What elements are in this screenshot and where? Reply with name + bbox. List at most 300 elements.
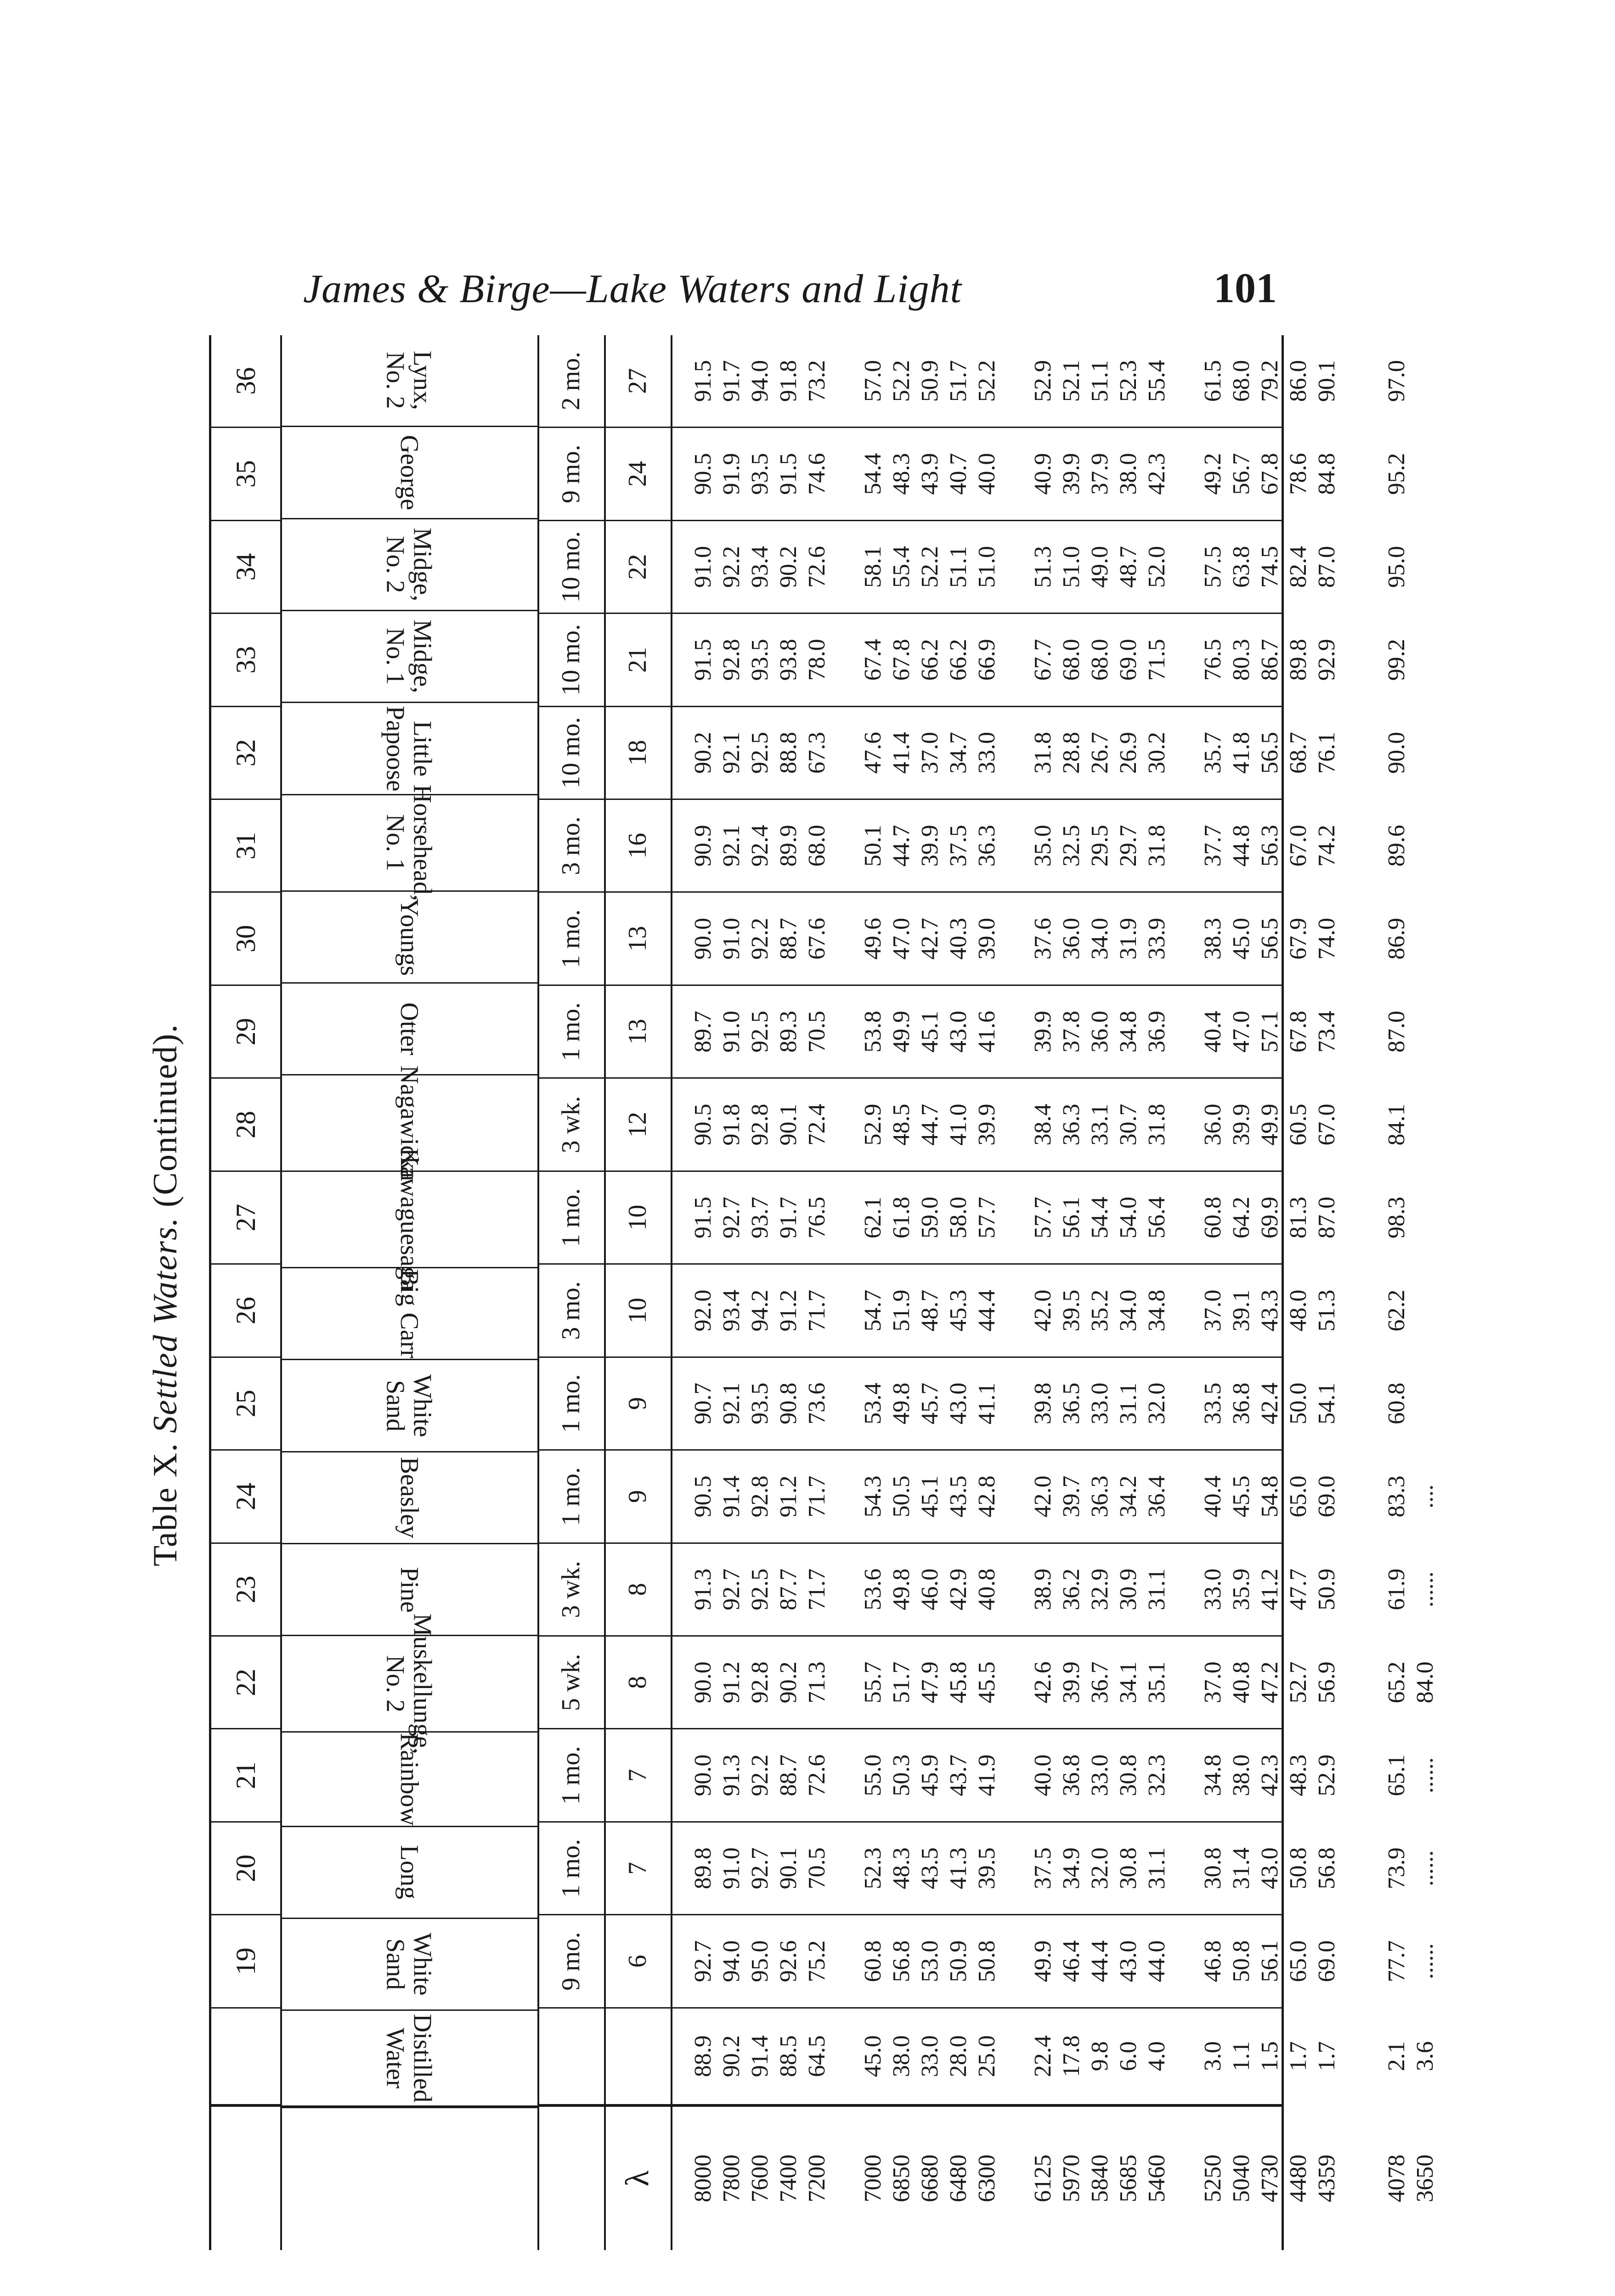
table-cell: 89.8 xyxy=(1285,639,1311,681)
table-cell: 37.0 xyxy=(917,732,943,774)
table-cell: 60.5 xyxy=(1285,1103,1311,1146)
value-group xyxy=(1199,1569,1341,1610)
table-cell: 40.0 xyxy=(974,453,1000,495)
table-cell: 76.5 xyxy=(804,1197,830,1239)
table-cell: 6850 xyxy=(888,2154,915,2202)
table-cell: 34.0 xyxy=(1087,917,1113,960)
value-group xyxy=(859,1661,1001,1703)
column-values xyxy=(671,1172,1410,1265)
table-cell: 64.5 xyxy=(804,2035,830,2077)
table-cell: 31.4 xyxy=(1228,1847,1254,1890)
value-group xyxy=(1383,918,1440,960)
table-cell: 71.7 xyxy=(804,1568,830,1610)
table-cell: 44.8 xyxy=(1228,825,1254,867)
table-cell: 66.2 xyxy=(945,639,971,681)
table-cell: 51.7 xyxy=(945,360,971,402)
table-cell: 93.5 xyxy=(747,453,773,495)
table-cell: 56.1 xyxy=(1257,1940,1283,1982)
column-number: 19 xyxy=(211,1915,280,2008)
table-cell: 89.7 xyxy=(690,1011,716,1053)
table-cell: 92.7 xyxy=(718,1568,745,1610)
table-cell: 89.6 xyxy=(1383,825,1410,867)
table-cell: 90.2 xyxy=(718,2035,745,2077)
table-cell: 26.7 xyxy=(1087,732,1113,774)
table-cell: 6300 xyxy=(974,2154,1000,2202)
header-row-names xyxy=(280,335,539,2250)
table-cell: 39.9 xyxy=(974,1103,1000,1146)
table-cell: 71.7 xyxy=(804,1289,830,1332)
column-number: 32 xyxy=(211,707,280,800)
table-cell: 39.9 xyxy=(1030,1011,1056,1053)
lake-name-text: White Sand xyxy=(381,1933,437,1996)
table-cell: 92.8 xyxy=(718,639,745,681)
table-cell: 52.2 xyxy=(917,546,943,588)
table-cell: 41.1 xyxy=(974,1382,1000,1424)
value-group xyxy=(1383,2155,1440,2202)
column-age: 1 mo. xyxy=(537,1172,604,1265)
table-cell: 45.5 xyxy=(974,1661,1000,1704)
table-cell: 91.8 xyxy=(775,360,802,402)
table-cell: 42.0 xyxy=(1030,1289,1056,1332)
table-cell: 94.2 xyxy=(747,1289,773,1332)
table-cell: 45.1 xyxy=(917,1011,943,1053)
value-group xyxy=(1383,1941,1440,1982)
table-cell: 90.2 xyxy=(775,1661,802,1704)
column-depth xyxy=(604,2009,671,2104)
lake-name-text: Lynx, No. 2 xyxy=(381,351,437,411)
lake-name-text: Midge, No. 2 xyxy=(381,528,437,602)
table-cell: 78.0 xyxy=(804,639,830,681)
table-cell: 93.5 xyxy=(747,639,773,681)
table-cell: 67.0 xyxy=(1314,1103,1340,1146)
table-cell: 43.0 xyxy=(945,1011,971,1053)
column-age: 10 mo. xyxy=(537,707,604,800)
table-cell: 91.3 xyxy=(690,1568,716,1610)
table-cell: 66.2 xyxy=(917,639,943,681)
value-group xyxy=(1199,1197,1341,1238)
table-cell: 44.4 xyxy=(1087,1940,1113,1982)
table-cell: 67.4 xyxy=(860,639,886,681)
table-cell: 68.0 xyxy=(1228,360,1254,402)
table-cell: 36.0 xyxy=(1087,1011,1113,1053)
column-number: 21 xyxy=(211,1729,280,1822)
table-cell: 56.9 xyxy=(1314,1661,1340,1704)
value-list xyxy=(671,1289,1410,1332)
table-cell: 51.1 xyxy=(945,546,971,588)
table-cell: 36.3 xyxy=(1087,1475,1113,1518)
value-list xyxy=(671,639,1410,681)
table-cell: 4359 xyxy=(1314,2154,1340,2202)
column-number: 24 xyxy=(211,1451,280,1543)
table-cell: 90.8 xyxy=(775,1382,802,1424)
table-cell: 88.7 xyxy=(775,917,802,960)
value-group xyxy=(1199,918,1341,960)
table-cell: 30.7 xyxy=(1115,1103,1141,1146)
table-cell: 44.7 xyxy=(888,825,915,867)
table-cell xyxy=(1411,1104,1440,1146)
table-cell: 91.2 xyxy=(775,1289,802,1332)
value-group xyxy=(1029,2035,1171,2077)
table-cell: 93.8 xyxy=(775,639,802,681)
value-group xyxy=(1383,546,1440,588)
table-cell: 35.7 xyxy=(1200,732,1226,774)
column-values xyxy=(671,1544,1438,1637)
table-cell: 32.9 xyxy=(1087,1568,1113,1610)
table-cell: 56.4 xyxy=(1144,1197,1170,1239)
table-cell: 30.8 xyxy=(1115,1847,1141,1890)
column-depth: 6 xyxy=(604,1915,671,2008)
table-cell: 89.8 xyxy=(690,1847,716,1890)
table-cell: 6680 xyxy=(917,2154,943,2202)
table-cell: 42.7 xyxy=(917,917,943,960)
table-cell: 67.8 xyxy=(1257,453,1283,495)
table-cell: 71.3 xyxy=(804,1661,830,1704)
table-cell: 72.6 xyxy=(804,546,830,588)
table-cell: 55.4 xyxy=(1144,360,1170,402)
value-group xyxy=(689,1011,831,1052)
table-cell: 37.8 xyxy=(1058,1011,1084,1053)
value-group xyxy=(859,360,1001,402)
table-cell: 1.5 xyxy=(1257,2041,1283,2071)
table-cell: 86.7 xyxy=(1257,639,1283,681)
table-cell: 41.3 xyxy=(945,1847,971,1890)
table-cell: 67.8 xyxy=(1285,1011,1311,1053)
table-cell: 52.3 xyxy=(860,1847,886,1890)
value-group xyxy=(1383,639,1440,681)
column-lake-name xyxy=(280,1360,537,1452)
value-group xyxy=(859,1847,1001,1889)
column-age: 2 mo. xyxy=(537,335,604,428)
column-age: 10 mo. xyxy=(537,614,604,707)
table-cell: 91.7 xyxy=(718,360,745,402)
table-cell: 33.0 xyxy=(1087,1382,1113,1424)
header-row-numbers xyxy=(211,335,282,2250)
header-row-age xyxy=(537,335,606,2250)
table-cell: 52.9 xyxy=(1030,360,1056,402)
table-cell: 90.0 xyxy=(690,1754,716,1796)
table-cell: 57.5 xyxy=(1200,546,1226,588)
table-cell: 33.5 xyxy=(1200,1382,1226,1424)
table-cell: 54.1 xyxy=(1314,1382,1340,1424)
column-lake-name xyxy=(280,1613,537,1755)
table-cell: 32.0 xyxy=(1144,1382,1170,1424)
lake-name-text: Distilled Water xyxy=(381,2014,437,2103)
table-cell: 90.7 xyxy=(690,1382,716,1424)
value-group xyxy=(1383,825,1440,867)
lake-name-text: Horsehead, No. 1 xyxy=(381,784,437,901)
table-cell: 33.1 xyxy=(1087,1103,1113,1146)
table-cell: 93.4 xyxy=(718,1289,745,1332)
value-group xyxy=(1029,546,1171,588)
table-cell: 54.4 xyxy=(860,453,886,495)
value-group xyxy=(1383,453,1440,495)
table-cell: 40.0 xyxy=(1030,1754,1056,1796)
table-cell: 49.6 xyxy=(860,917,886,960)
table-cell: 90.9 xyxy=(690,825,716,867)
table-cell: 36.0 xyxy=(1058,917,1084,960)
value-list xyxy=(671,546,1410,588)
table-cell: 98.3 xyxy=(1383,1197,1410,1239)
lake-name-text: Long xyxy=(395,1845,424,1900)
table-cell: 90.0 xyxy=(690,917,716,960)
table-cell: 42.3 xyxy=(1144,453,1170,495)
value-group xyxy=(1029,1755,1171,1796)
value-group xyxy=(1383,360,1440,402)
table-cell: 54.8 xyxy=(1257,1475,1283,1518)
column-age: 3 mo. xyxy=(537,1265,604,1357)
table-cell: 7800 xyxy=(718,2154,745,2202)
value-group xyxy=(689,1289,831,1331)
table-cell: 54.7 xyxy=(860,1289,886,1332)
value-group xyxy=(689,360,831,402)
table-cell: 45.0 xyxy=(1228,917,1254,960)
table-cell: 45.9 xyxy=(917,1754,943,1796)
table-cell: 34.2 xyxy=(1115,1475,1141,1518)
table-cell: 5685 xyxy=(1115,2154,1141,2202)
column-depth: 24 xyxy=(604,428,671,521)
column-number: 30 xyxy=(211,893,280,986)
value-group xyxy=(1383,1569,1440,1610)
value-group xyxy=(1199,732,1341,774)
table-cell: 36.0 xyxy=(1200,1103,1226,1146)
value-group xyxy=(859,825,1001,867)
column-lake-name xyxy=(280,1148,537,1291)
table-cell: 28.8 xyxy=(1058,732,1084,774)
column-number: 26 xyxy=(211,1265,280,1357)
table-cell: 32.0 xyxy=(1087,1847,1113,1890)
table-cell xyxy=(1411,360,1440,402)
table-cell: 48.7 xyxy=(1115,546,1141,588)
table-cell: 33.0 xyxy=(1087,1754,1113,1796)
table-cell: 90.0 xyxy=(690,1661,716,1704)
table-cell: 42.0 xyxy=(1030,1475,1056,1518)
value-group xyxy=(1029,360,1171,402)
table-cell: ...... xyxy=(1412,1943,1438,1980)
lambda-column-header-blank xyxy=(211,2104,280,2250)
value-group xyxy=(1383,1383,1440,1424)
table-cell xyxy=(1411,453,1440,495)
column-age: 3 wk. xyxy=(537,1544,604,1637)
table-cell: 61.8 xyxy=(888,1197,915,1239)
table-cell: 37.0 xyxy=(1200,1289,1226,1332)
table-cell: 53.0 xyxy=(917,1940,943,1982)
table-cell: 61.5 xyxy=(1200,360,1226,402)
table-cell: 33.0 xyxy=(1200,1568,1226,1610)
lake-name-text: Otter xyxy=(395,1002,424,1056)
table-cell: 30.8 xyxy=(1200,1847,1226,1890)
table-cell: 97.0 xyxy=(1383,360,1410,402)
table-cell: 88.8 xyxy=(775,732,802,774)
table-cell xyxy=(1411,546,1440,588)
table-cell: 5840 xyxy=(1087,2154,1113,2202)
table-cell: 49.9 xyxy=(1030,1940,1056,1982)
lake-name-text: Nagawicka xyxy=(395,1065,424,1181)
value-group xyxy=(1199,1289,1341,1331)
caption-italic: Settled Waters. xyxy=(147,1216,184,1433)
table-cell: 68.7 xyxy=(1285,732,1311,774)
column-age: 9 mo. xyxy=(537,1915,604,2008)
table-cell xyxy=(1411,1289,1440,1331)
table-cell: 60.8 xyxy=(860,1940,886,1982)
table-cell: 92.2 xyxy=(747,917,773,960)
column-depth: 7 xyxy=(604,1823,671,1915)
table-cell: ...... xyxy=(1412,1757,1438,1794)
table-cell: 52.7 xyxy=(1285,1661,1311,1704)
table-cell: 62.1 xyxy=(860,1197,886,1239)
page-number: 101 xyxy=(1214,264,1277,311)
value-group xyxy=(859,546,1001,588)
table-cell: 45.3 xyxy=(945,1289,971,1332)
table-cell: 42.9 xyxy=(945,1568,971,1610)
table-cell: 91.9 xyxy=(718,453,745,495)
table-cell: 47.7 xyxy=(1285,1568,1311,1610)
value-group xyxy=(1029,1383,1171,1424)
table-cell: 76.1 xyxy=(1314,732,1340,774)
table-cell: 32.5 xyxy=(1058,825,1084,867)
table-cell: 36.3 xyxy=(974,825,1000,867)
table-cell: 39.9 xyxy=(1228,1103,1254,1146)
value-group xyxy=(859,918,1001,960)
table-cell: 42.4 xyxy=(1257,1382,1283,1424)
table-cell: 52.2 xyxy=(974,360,1000,402)
header-row-depth xyxy=(604,335,672,2250)
value-list xyxy=(671,1103,1410,1146)
column-values xyxy=(671,1079,1410,1171)
table-cell: 4480 xyxy=(1285,2154,1311,2202)
value-group xyxy=(859,1104,1001,1146)
table-cell: 71.5 xyxy=(1144,639,1170,681)
value-group xyxy=(1199,1847,1341,1889)
table-cell: 57.7 xyxy=(974,1197,1000,1239)
table-cell: 5970 xyxy=(1058,2154,1084,2202)
table-cell: 40.4 xyxy=(1200,1475,1226,1518)
value-group xyxy=(859,1475,1001,1517)
table-cell: 36.8 xyxy=(1058,1754,1084,1796)
lake-name-text: Big Carr xyxy=(395,1269,424,1359)
table-cell: 50.0 xyxy=(1285,1382,1311,1424)
table-cell: 91.5 xyxy=(690,1197,716,1239)
lake-name-text: Muskellunge, No. 2 xyxy=(381,1613,437,1755)
value-group xyxy=(859,1755,1001,1796)
table-cell: 55.0 xyxy=(860,1754,886,1796)
table-cell: 40.8 xyxy=(974,1568,1000,1610)
column-lake-name xyxy=(280,335,537,427)
table-cell: 50.8 xyxy=(1285,1847,1311,1890)
table-cell: 90.2 xyxy=(775,546,802,588)
table-cell: 34.0 xyxy=(1115,1289,1141,1332)
table-cell: 74.5 xyxy=(1257,546,1283,588)
value-group xyxy=(1383,1755,1440,1796)
table-cell: 50.9 xyxy=(917,360,943,402)
table-cell: 4730 xyxy=(1257,2154,1283,2202)
lambda-header: λ xyxy=(604,2104,671,2250)
table-cell: 43.0 xyxy=(1257,1847,1283,1890)
table-cell: 36.3 xyxy=(1058,1103,1084,1146)
table-cell: 43.5 xyxy=(917,1847,943,1890)
table-cell: 67.0 xyxy=(1285,825,1311,867)
value-group xyxy=(1383,1661,1440,1703)
table-cell: 81.3 xyxy=(1285,1197,1311,1239)
value-group xyxy=(1199,1383,1341,1424)
column-age: 3 wk. xyxy=(537,1079,604,1171)
table-cell: 91.2 xyxy=(718,1661,745,1704)
table-cell: 56.8 xyxy=(1314,1847,1340,1890)
table-cell: 43.9 xyxy=(917,453,943,495)
table-cell: 69.0 xyxy=(1115,639,1141,681)
table-cell: 34.8 xyxy=(1144,1289,1170,1332)
table-cell: 34.9 xyxy=(1058,1847,1084,1890)
table-cell: 91.5 xyxy=(690,639,716,681)
column-depth: 12 xyxy=(604,1079,671,1171)
table-cell: 49.9 xyxy=(1257,1103,1283,1146)
value-group xyxy=(689,639,831,681)
table-cell: 56.5 xyxy=(1257,732,1283,774)
table-cell: 3.6 xyxy=(1412,2041,1438,2071)
column-depth: 16 xyxy=(604,800,671,893)
value-group xyxy=(1199,1755,1341,1796)
table-cell: 31.1 xyxy=(1115,1382,1141,1424)
table-cell: 61.9 xyxy=(1383,1568,1410,1610)
value-group xyxy=(1029,732,1171,774)
table-cell: 88.9 xyxy=(690,2035,716,2077)
table-cell: 88.5 xyxy=(775,2035,802,2077)
table-cell: 40.9 xyxy=(1030,453,1056,495)
value-group xyxy=(859,2035,1001,2077)
lake-name-text: Rainbow xyxy=(395,1733,424,1826)
column-lake-name xyxy=(280,703,537,795)
table-cell: 62.2 xyxy=(1383,1289,1410,1332)
table-cell: 92.1 xyxy=(718,732,745,774)
table-cell: 87.0 xyxy=(1314,1197,1340,1239)
lake-name-text: George xyxy=(395,435,424,510)
lambda-values-column xyxy=(671,2104,1438,2250)
table-cell: 66.9 xyxy=(974,639,1000,681)
data-table xyxy=(209,335,1438,2250)
table-cell: 91.0 xyxy=(718,1847,745,1890)
value-group xyxy=(859,1011,1001,1052)
column-depth: 22 xyxy=(604,521,671,614)
table-cell: 25.0 xyxy=(974,2035,1000,2077)
column-number: 33 xyxy=(211,614,280,707)
table-cell: 92.9 xyxy=(1314,639,1340,681)
table-cell: 57.0 xyxy=(860,360,886,402)
value-group xyxy=(689,1104,831,1146)
column-depth: 10 xyxy=(604,1172,671,1265)
table-cell: 41.0 xyxy=(945,1103,971,1146)
value-group xyxy=(859,732,1001,774)
column-lake-name xyxy=(280,2011,537,2105)
table-cell: 58.1 xyxy=(860,546,886,588)
table-cell: 79.2 xyxy=(1257,360,1283,402)
value-group xyxy=(1383,1011,1440,1052)
table-cell: 31.1 xyxy=(1144,1847,1170,1890)
table-cell: 52.1 xyxy=(1058,360,1084,402)
table-cell: 91.0 xyxy=(690,546,716,588)
table-cell: 54.4 xyxy=(1087,1197,1113,1239)
table-cell: 77.7 xyxy=(1383,1940,1410,1982)
table-cell: 51.9 xyxy=(888,1289,915,1332)
value-list xyxy=(671,1940,1438,1982)
table-cell: 52.3 xyxy=(1115,360,1141,402)
value-group xyxy=(689,918,831,960)
table-cell: 51.0 xyxy=(1058,546,1084,588)
table-cell: 32.3 xyxy=(1144,1754,1170,1796)
table-cell: 50.3 xyxy=(888,1754,915,1796)
column-number: 31 xyxy=(211,800,280,893)
table-cell: 87.0 xyxy=(1383,1011,1410,1053)
value-group xyxy=(1199,639,1341,681)
table-cell: 49.9 xyxy=(888,1011,915,1053)
